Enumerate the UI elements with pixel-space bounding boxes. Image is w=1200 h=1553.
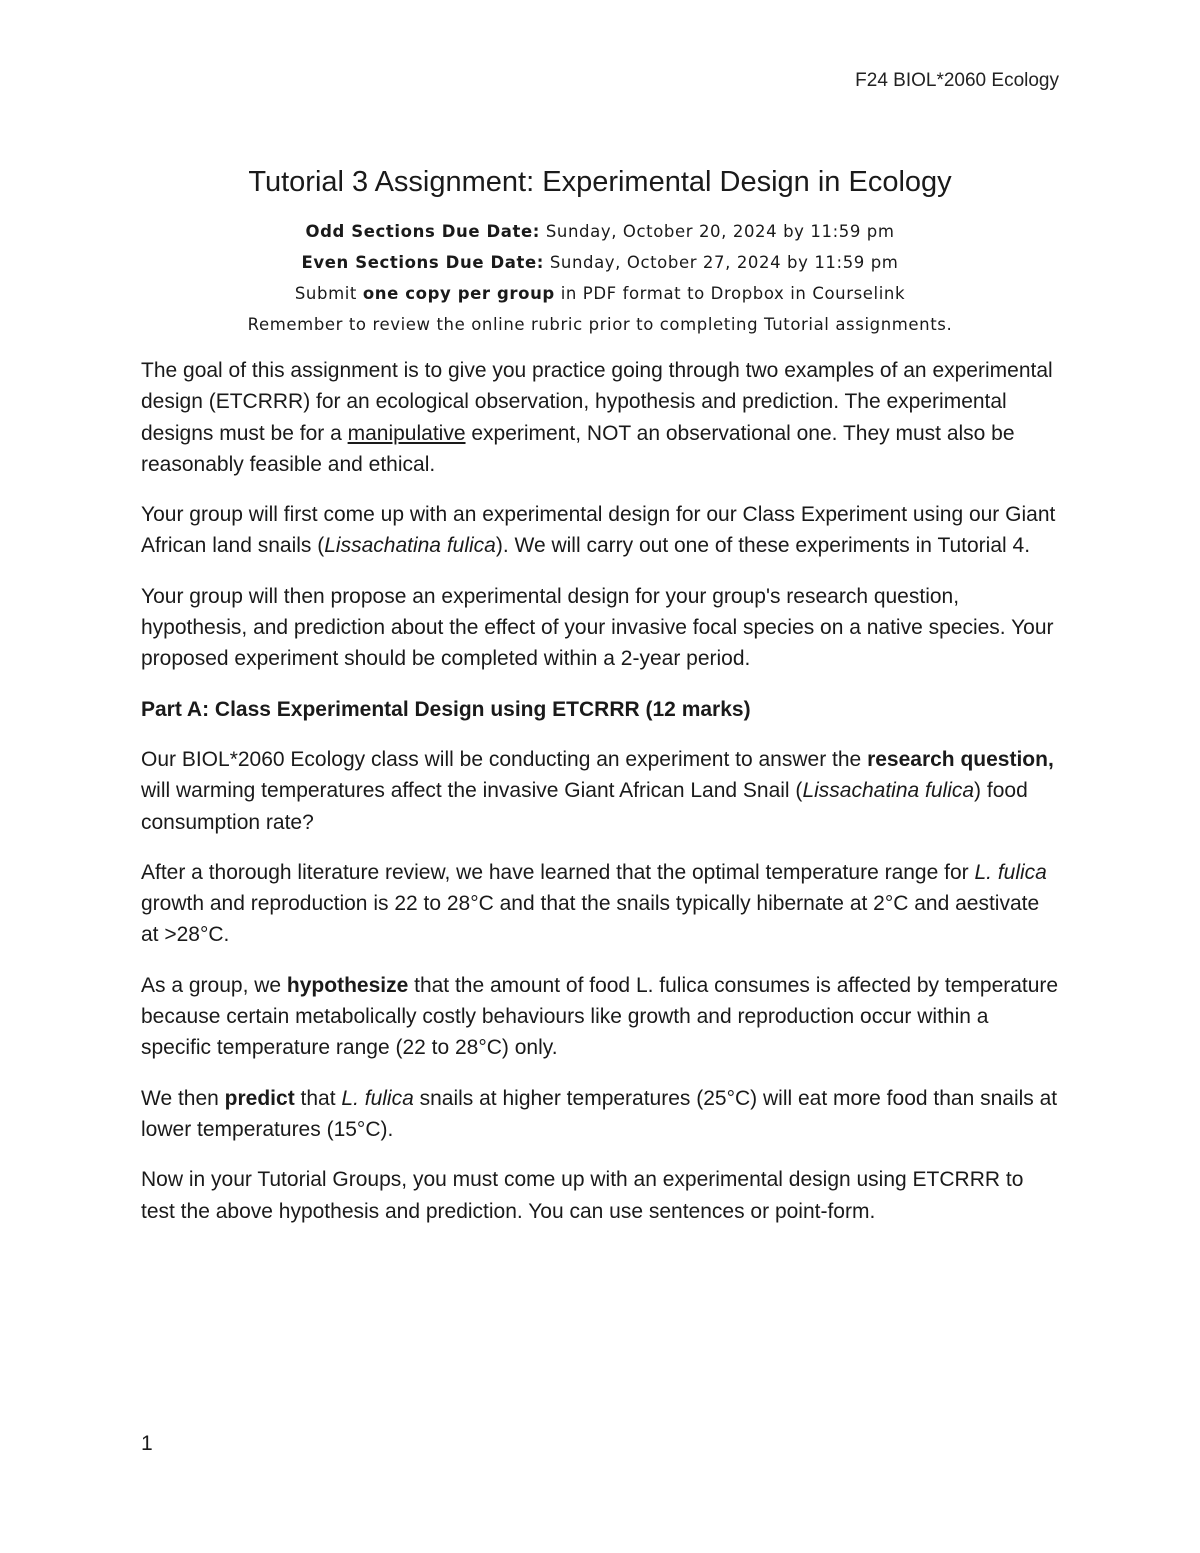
part-a-p3-text-a: As a group, we [141,973,287,997]
part-a-p4-text-c: snails at higher temperatures (25°C) will eat more food than snails at lower temperatures (15°C). [141,1086,1058,1141]
intro-p2-text-a: Your group will first come up with an experimental design for our Class Experiment using our Giant African land snails ( [141,503,1056,558]
part-a-paragraph-5: Now in your Tutorial Groups, you must come up with an experimental design using ETCRRR to test the above hypothesis and prediction. You can use sentences or point-form. [141,1168,1024,1223]
even-due-label: Even Sections Due Date: [301,253,544,272]
part-a-p2-text-a: After a thorough literature review, we have learned that the optimal temperature range for [141,860,975,884]
part-a-paragraph-3 [141,970,1059,1064]
part-a-paragraph-2 [141,857,1059,951]
submit-suffix: in PDF format to Dropbox in Courselink [560,284,906,303]
part-a-p3-text-b: that the amount of food L. fulica consumes is affected by temperature because certain metabolically costly behaviours like growth and reproduction occur within a specific temperature range (22 to 28°C) only. [141,973,1059,1060]
part-a-p1-text-a: Our BIOL*2060 Ecology class will be conducting an experiment to answer the [141,747,868,771]
part-a-p1-text-b: will warming temperatures affect the invasive Giant African Land Snail ( [141,779,803,803]
hypothesize-bold: hypothesize [286,973,409,997]
manipulative-underlined: manipulative [347,421,466,445]
submit-bold: one copy per group [362,284,555,303]
species-name-italic: Lissachatina fulica [802,779,975,803]
even-sections-due [0,251,1200,282]
due-date-block [0,220,1200,344]
page-number: 1 [141,1432,153,1455]
odd-due-value: Sunday, October 20, 2024 by 11:59 pm [545,222,895,241]
odd-sections-due [0,220,1200,251]
intro-paragraph-2 [141,499,1059,562]
odd-due-label: Odd Sections Due Date: [305,222,540,241]
intro-p1-text-a: The goal of this assignment is to give you practice going through two examples of an experimental design (ETCRRR) for an ecological observation, hypothesis and prediction. The experimental designs must be for a [141,359,1053,445]
part-a-heading: Part A: Class Experimental Design using ETCRRR (12 marks) [141,697,751,721]
intro-paragraph-1 [141,355,1059,480]
intro-p1-text-b: experiment, NOT an observational one. They must also be reasonably feasible and ethical. [141,421,1015,476]
submit-instructions [0,282,1200,313]
even-due-value: Sunday, October 27, 2024 by 11:59 pm [549,253,899,272]
document-body [141,355,1059,1246]
predict-bold: predict [224,1086,295,1110]
rubric-reminder: Remember to review the online rubric prior to completing Tutorial assignments. [247,315,953,334]
part-a-p4-text-b: that [294,1086,342,1110]
intro-paragraph-3: Your group will then propose an experimental design for your group's research question, hypothesis, and prediction about the effect of your invasive focal species on a native species. Your proposed experiment should be completed within a 2-year period. [141,584,1054,671]
part-a-paragraph-1 [141,744,1059,838]
species-abbrev-italic: L. fulica [341,1086,414,1110]
submit-prefix: Submit [294,284,357,303]
research-question-bold: research question, [867,747,1054,771]
part-a-p4-text-a: We then [141,1086,225,1110]
part-a-paragraph-4 [141,1083,1059,1146]
course-header: F24 BIOL*2060 Ecology [855,70,1059,91]
page-title: Tutorial 3 Assignment: Experimental Design in Ecology [248,166,952,198]
part-a-p2-text-b: growth and reproduction is 22 to 28°C and that the snails typically hibernate at 2°C and aestivate at >28°C. [141,892,1040,947]
part-a-p1-text-c: ) food consumption rate? [141,779,1028,834]
species-name-italic: Lissachatina fulica [324,534,496,558]
intro-p2-text-b: ). We will carry out one of these experiments in Tutorial 4. [495,534,1031,558]
species-abbrev-italic: L. fulica [974,860,1047,884]
